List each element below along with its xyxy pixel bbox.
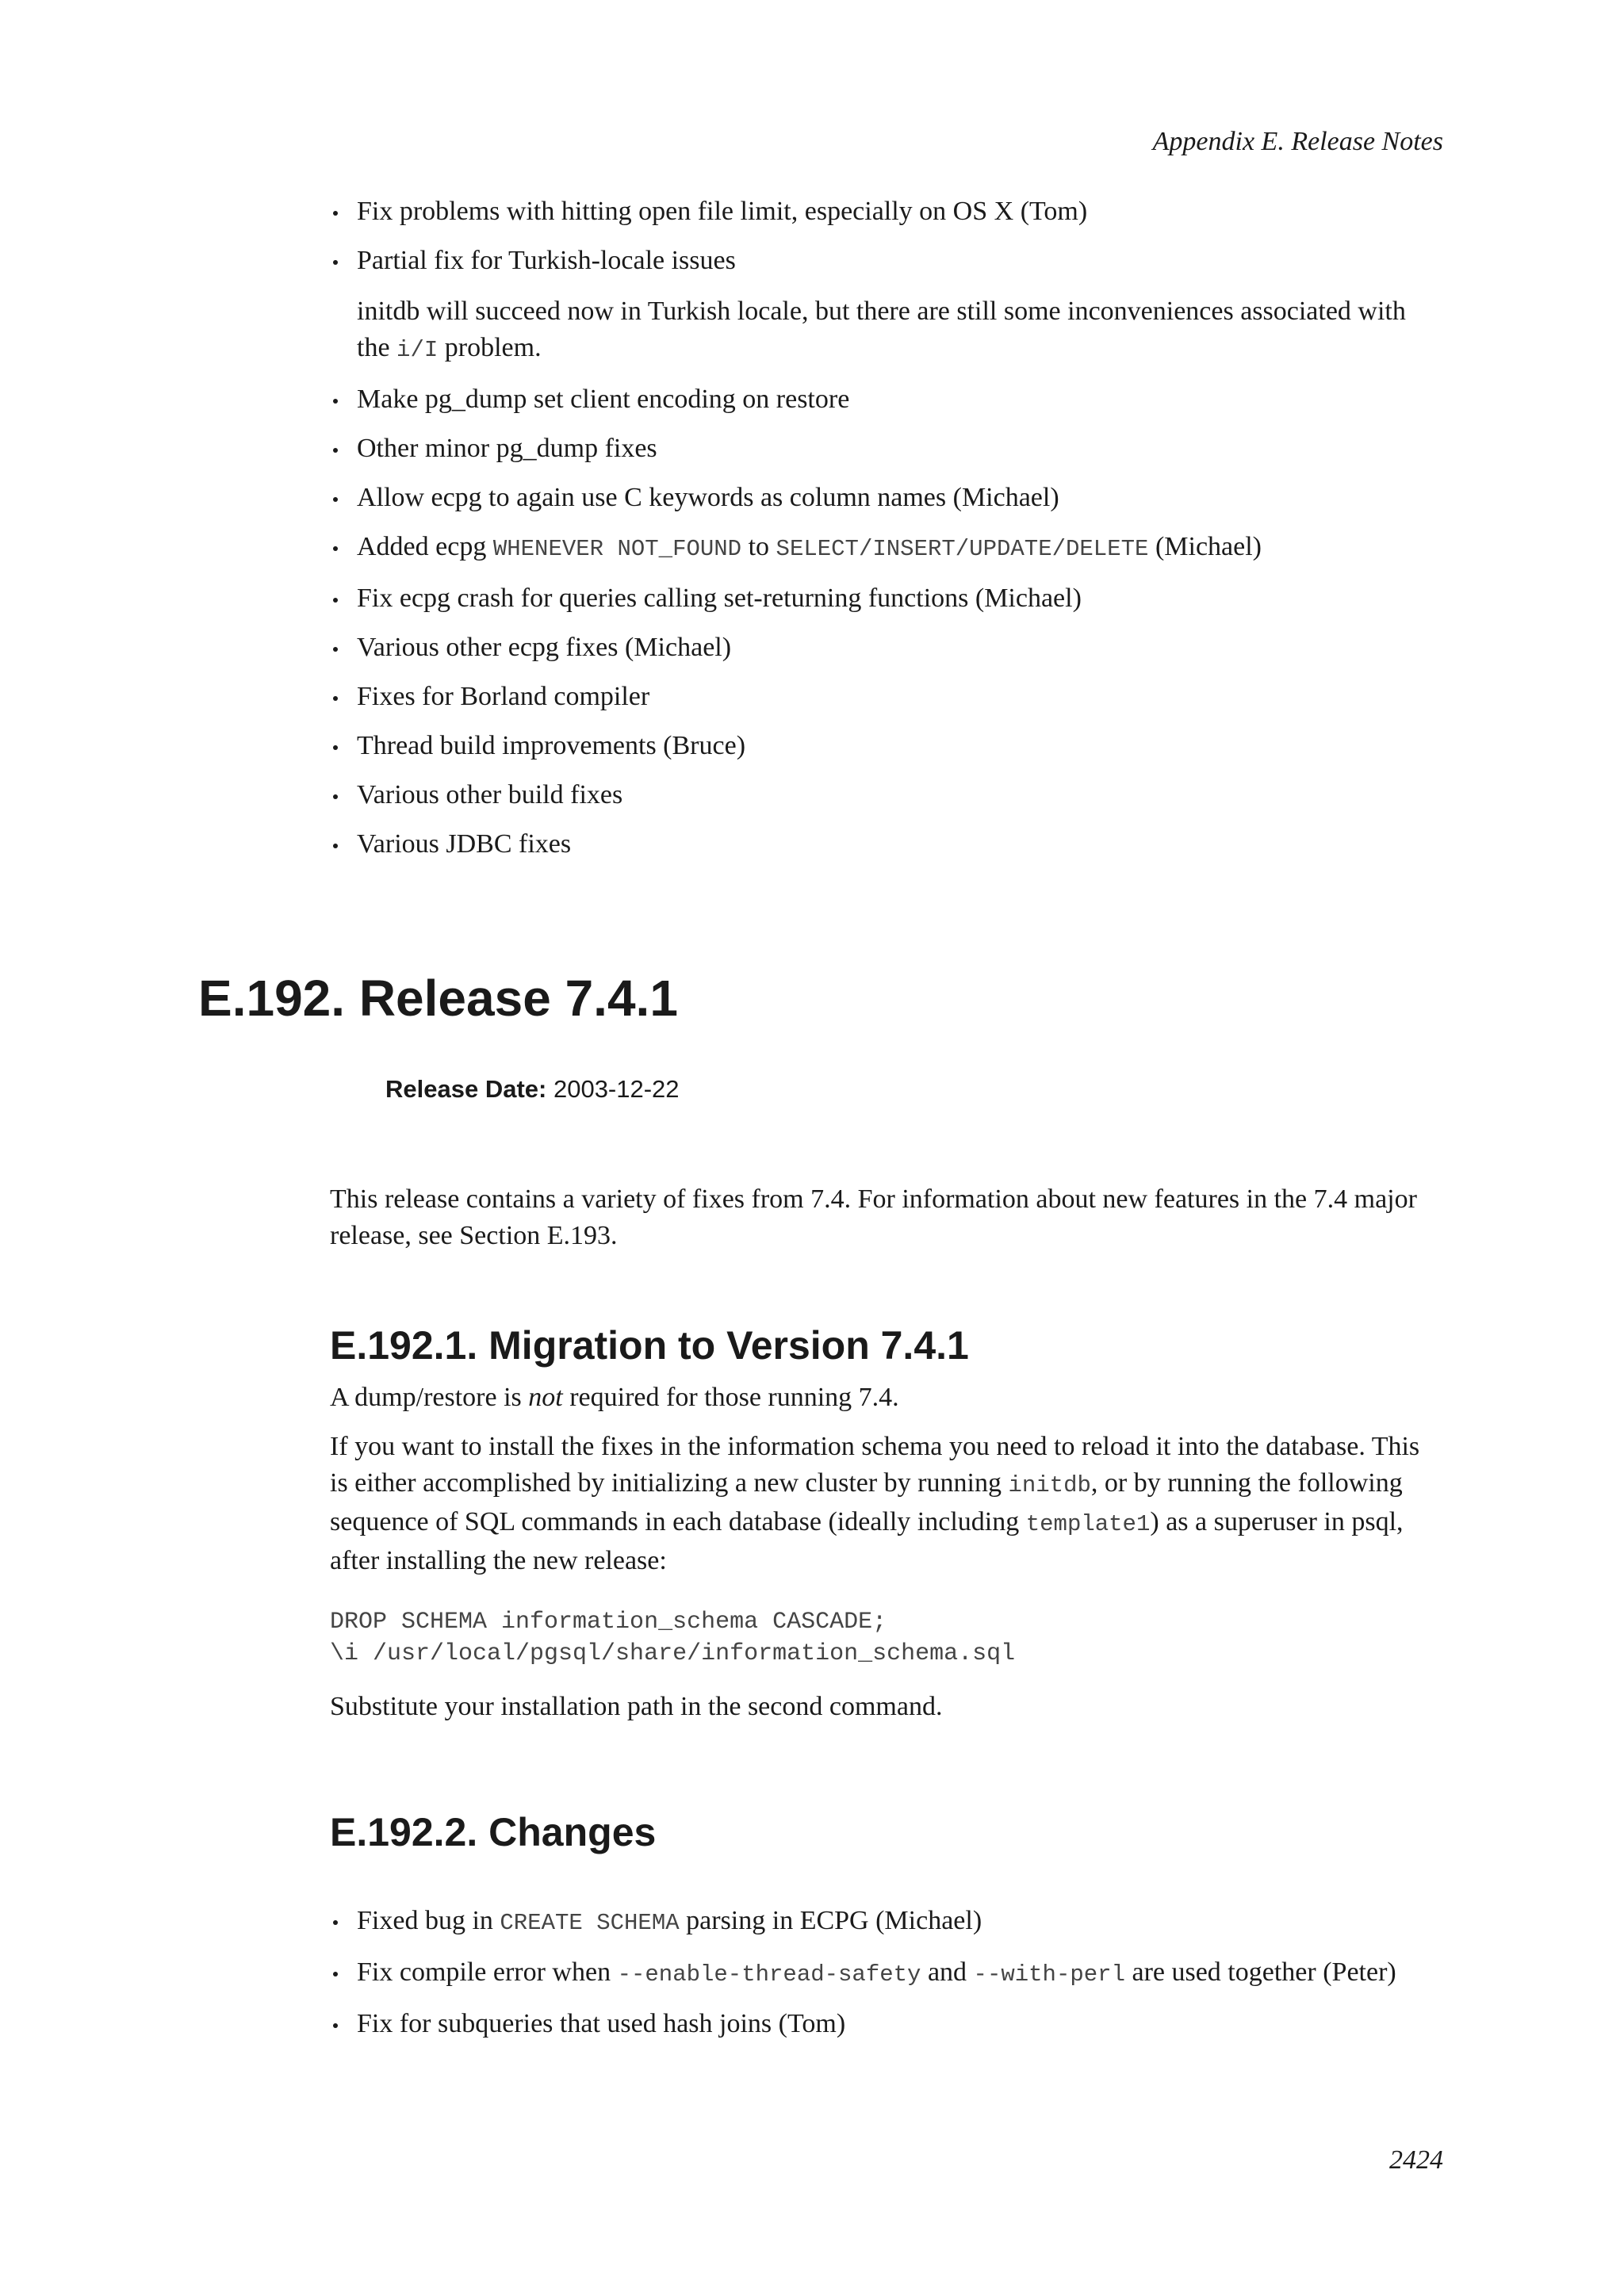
list-item: Fix ecpg crash for queries calling set-returning functions (Michael): [330, 580, 1443, 617]
release-date: [385, 1075, 680, 1104]
page-number: 2424: [1389, 2145, 1443, 2175]
list-item: Other minor pg_dump fixes: [330, 430, 1443, 467]
release-date-label: Release Date:: [385, 1075, 547, 1103]
inline-code: --with-perl: [973, 1961, 1125, 1988]
list-item: Thread build improvements (Bruce): [330, 728, 1443, 764]
list-item: Various other build fixes: [330, 777, 1443, 813]
list-item: Fix compile error when --enable-thread-safety and --with-perl are used together (Peter): [330, 1954, 1443, 1993]
list-item: Added ecpg WHENEVER NOT_FOUND to SELECT/INSERT/UPDATE/DELETE (Michael): [330, 529, 1443, 568]
migration-heading: E.192.1. Migration to Version 7.4.1: [330, 1323, 969, 1368]
inline-code: --enable-thread-safety: [617, 1961, 921, 1988]
changes-bullet-list: [330, 1903, 1443, 2055]
list-item: Various other ecpg fixes (Michael): [330, 629, 1443, 666]
migration-paragraph-1: A dump/restore is not required for those running 7.4.: [330, 1383, 899, 1412]
inline-code: i/I: [396, 337, 439, 363]
list-item: Fix problems with hitting open file limit, especially on OS X (Tom): [330, 193, 1443, 230]
inline-code: WHENEVER NOT_FOUND: [492, 536, 742, 562]
migration-paragraph-2: If you want to install the fixes in the information schema you need to reload it into the database. This is either accomplished by initializing a new cluster by running initdb, or by running the following sequence of SQL commands in each database (ideally including template1) as a superuser in psql, after installing the new release:: [330, 1432, 1420, 1575]
release-date-value: 2003-12-22: [553, 1075, 680, 1103]
changes-heading: E.192.2. Changes: [330, 1810, 657, 1854]
running-head: Appendix E. Release Notes: [1152, 127, 1443, 156]
list-item: Fix for subqueries that used hash joins (Tom): [330, 2006, 1443, 2042]
list-item: Various JDBC fixes: [330, 826, 1443, 863]
top-bullet-list: [330, 193, 1443, 875]
inline-code: template1: [1025, 1511, 1151, 1537]
list-item-detail: initdb will succeed now in Turkish locale, but there are still some inconveniences associated with the i/I problem.: [357, 297, 1406, 363]
section-title: E.192. Release 7.4.1: [198, 970, 678, 1027]
list-item: Fixes for Borland compiler: [330, 679, 1443, 715]
list-item: Make pg_dump set client encoding on restore: [330, 381, 1443, 418]
list-item: Allow ecpg to again use C keywords as column names (Michael): [330, 480, 1443, 516]
section-intro: This release contains a variety of fixes from 7.4. For information about new features in the 7.4 major release, see Section E.193.: [330, 1184, 1417, 1250]
inline-code: CREATE SCHEMA: [500, 1910, 680, 1936]
inline-code: initdb: [1008, 1472, 1091, 1498]
emphasis: not: [528, 1383, 563, 1412]
list-item: Partial fix for Turkish-locale issues initdb will succeed now in Turkish locale, but there are still some inconveniences associated with the i/I problem.: [330, 243, 1443, 369]
inline-code: SELECT/INSERT/UPDATE/DELETE: [776, 536, 1149, 562]
list-item: Fixed bug in CREATE SCHEMA parsing in ECPG (Michael): [330, 1903, 1443, 1942]
code-block: DROP SCHEMA information_schema CASCADE; \i /usr/local/pgsql/share/information_schema.sql: [330, 1609, 1016, 1667]
migration-paragraph-3: Substitute your installation path in the second command.: [330, 1692, 943, 1721]
